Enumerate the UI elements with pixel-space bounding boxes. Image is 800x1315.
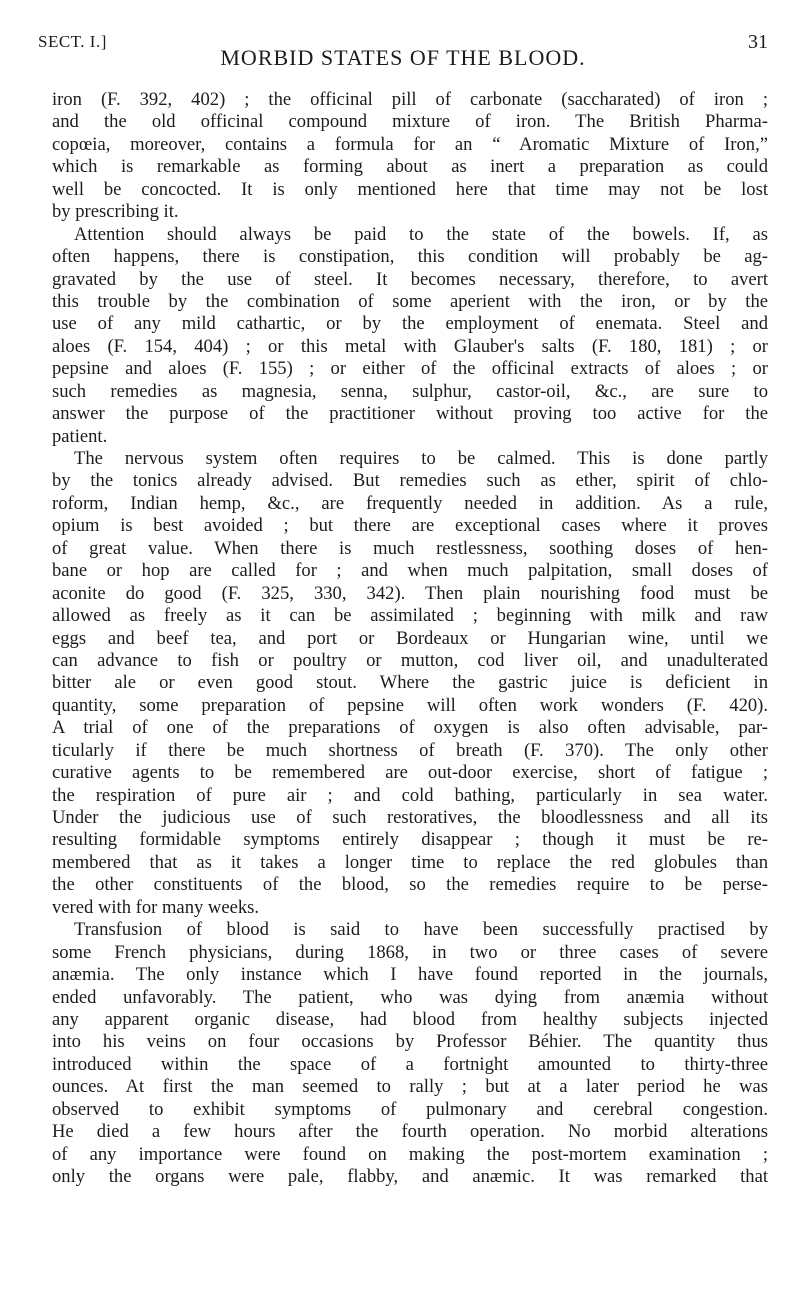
paragraph-end-line: vered with for many weeks. xyxy=(52,896,260,918)
section-marker: SECT. I.] xyxy=(38,32,107,51)
text-line: resulting formidable symptoms entirely disappear ; though it must be re- xyxy=(52,829,768,851)
text-line: bane or hop are called for ; and when much palpitation, small doses of xyxy=(52,560,768,582)
paragraph-first-line: The nervous system often requires to be calmed. This is done partly xyxy=(74,448,768,469)
text-line: use of any mild cathartic, or by the employment of enemata. Steel and xyxy=(52,313,768,335)
text-line: aconite do good (F. 325, 330, 342). Then plain nourishing food must be xyxy=(52,582,768,604)
text-line: roform, Indian hemp, &c., are frequently needed in addition. As a rule, xyxy=(52,492,768,514)
running-head xyxy=(38,30,768,70)
text-line: allowed as freely as it can be assimilated ; beginning with milk and raw xyxy=(52,605,768,627)
text-line: often happens, there is constipation, this condition will probably be ag- xyxy=(52,246,768,268)
text-line: Under the judicious use of such restoratives, the bloodlessness and all its xyxy=(52,807,768,828)
text-line: of great value. When there is much restlessness, soothing doses of hen- xyxy=(52,537,768,559)
text-line: gravated by the use of steel. It becomes necessary, therefore, to avert xyxy=(52,268,768,290)
text-line: opium is best avoided ; but there are exceptional cases where it proves xyxy=(52,515,768,537)
text-line: pepsine and aloes (F. 155) ; or either of the officinal extracts of aloes ; or xyxy=(52,358,768,380)
text-line: the respiration of pure air ; and cold bathing, particularly in sea water. xyxy=(52,784,768,806)
text-line: membered that as it takes a longer time to replace the red globules than xyxy=(52,851,768,873)
text-line: introduced within the space of a fortnight amounted to thirty-three xyxy=(52,1053,768,1075)
text-line: observed to exhibit symptoms of pulmonary and cerebral congestion. xyxy=(52,1098,768,1120)
page-number: 31 xyxy=(748,31,768,53)
text-line: quantity, some preparation of pepsine will often work wonders (F. 420). xyxy=(52,694,768,716)
text-line: the other constituents of the blood, so the remedies require to be perse- xyxy=(52,874,768,896)
text-line: aloes (F. 154, 404) ; or this metal with Glauber's salts (F. 180, 181) ; or xyxy=(52,335,768,357)
text-line: anæmia. The only instance which I have found reported in the journals, xyxy=(52,964,768,986)
paragraph-end-line: patient. xyxy=(52,425,108,447)
paragraph-end-line: by prescribing it. xyxy=(52,201,179,223)
text-line: only the organs were pale, flabby, and anæmic. It was remarked that xyxy=(52,1166,768,1187)
text-line: any apparent organic disease, had blood from healthy subjects injected xyxy=(52,1008,768,1030)
text-line: bitter ale or even good stout. Where the gastric juice is deficient in xyxy=(52,672,768,694)
text-line: ended unfavorably. The patient, who was dying from anæmia without xyxy=(52,986,768,1008)
text-line: He died a few hours after the fourth operation. No morbid alterations xyxy=(52,1121,768,1143)
text-line: into his veins on four occasions by Professor Béhier. The quantity thus xyxy=(52,1031,768,1053)
body-text xyxy=(52,89,768,1188)
paragraph-first-line: Transfusion of blood is said to have been successfully practised by xyxy=(74,919,768,941)
text-line: of any importance were found on making the post-mortem examination ; xyxy=(52,1143,768,1165)
text-line: well be concocted. It is only mentioned here that time may not be lost xyxy=(52,178,768,200)
text-line: some French physicians, during 1868, in two or three cases of severe xyxy=(52,941,768,963)
text-line: this trouble by the combination of some aperient with the iron, or by the xyxy=(52,290,768,312)
text-line: and the old officinal compound mixture of iron. The British Pharma- xyxy=(52,111,768,133)
text-line: ticularly if there be much shortness of breath (F. 370). The only other xyxy=(52,739,768,761)
text-line: answer the purpose of the practitioner without proving too active for the xyxy=(52,403,768,425)
text-line: A trial of one of the preparations of oxygen is also often advisable, par- xyxy=(52,717,768,739)
paragraph-first-line: Attention should always be paid to the state of the bowels. If, as xyxy=(74,223,768,245)
text-line: ounces. At first the man seemed to rally ; but at a later period he was xyxy=(52,1076,768,1098)
text-line: copœia, moreover, contains a formula for an “ Aromatic Mixture of Iron,” xyxy=(52,133,768,155)
page-title: MORBID STATES OF THE BLOOD. xyxy=(220,44,586,70)
text-line: which is remarkable as forming about as inert a preparation as could xyxy=(52,156,768,178)
text-line: eggs and beef tea, and port or Bordeaux or Hungarian wine, until we xyxy=(52,627,768,649)
text-line: such remedies as magnesia, senna, sulphur, castor-oil, &c., are sure to xyxy=(52,380,768,402)
text-line: by the tonics already advised. But remedies such as ether, spirit of chlo- xyxy=(52,470,768,492)
text-line: iron (F. 392, 402) ; the officinal pill of carbonate (saccharated) of iron ; xyxy=(52,89,768,110)
text-line: can advance to fish or poultry or mutton, cod liver oil, and unadulterated xyxy=(52,649,768,671)
text-line: curative agents to be remembered are out-door exercise, short of fatigue ; xyxy=(52,762,768,784)
